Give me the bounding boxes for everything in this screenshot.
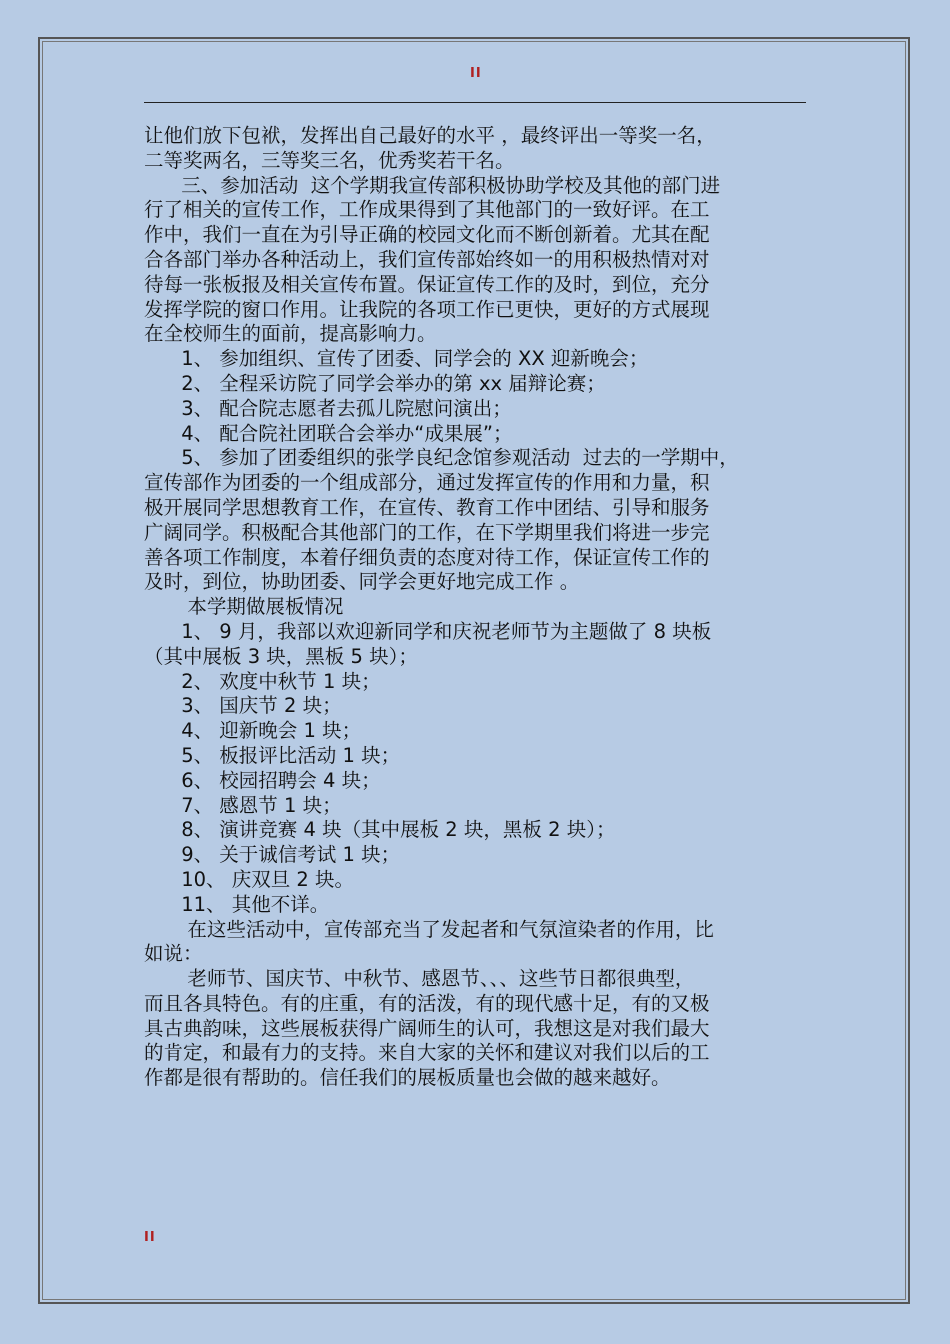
text-line: 具古典韵味，这些展板获得广阔师生的认可，我想这是对我们最大 [144,1016,710,1040]
text-line: 在这些活动中，宣传部充当了发起者和气氛渲染者的作用，比 [144,917,714,941]
text-line: 让他们放下包袱，发挥出自己最好的水平 ，最终评出一等奖一名， [144,124,716,147]
footer-page-mark: II [144,1230,156,1245]
list-item: 4、 迎新晚会 1 块； [144,719,362,743]
text-line: 宣传部作为团委的一个组成部分，通过发挥宣传的作用和力量，积 [144,471,710,495]
text-line: 极开展同学思想教育工作，在宣传、教育工作中团结、引导和服务 [144,495,710,519]
list-item: 7、 感恩节 1 块； [144,793,342,817]
text-line: 合各部门举办各种活动上，我们宣传部始终如一的用积极热情对对 [144,247,710,271]
text-line: 作都是很有帮助的。信任我们的展板质量也会做的越来越好。 [144,1066,671,1090]
text-line: 广阔同学。积极配合其他部门的工作，在下学期里我们将进一步完 [144,520,710,544]
list-item: 10、 庆双旦 2 块。 [144,867,355,891]
text-line: （其中展板 3 块，黑板 5 块）； [144,644,418,668]
list-item: 6、 校园招聘会 4 块； [144,768,381,792]
text-line: 作中，我们一直在为引导正确的校园文化而不断创新着。尤其在配 [144,223,710,247]
text-line: 善各项工作制度，本着仔细负责的态度对待工作，保证宣传工作的 [144,545,710,569]
header-page-mark: II [470,66,482,81]
text-line: 而且各具特色。有的庄重，有的活泼，有的现代感十足，有的又极 [144,991,710,1015]
text-line: 三、参加活动 这个学期我宣传部积极协助学校及其他的部门进 [144,173,721,197]
text-line: 二等奖两名，三等奖三名，优秀奖若干名。 [144,148,515,172]
list-item: 5、 板报评比活动 1 块； [144,743,401,767]
text-line: 行了相关的宣传工作，工作成果得到了其他部门的一致好评。在工 [144,198,710,222]
list-item: 1、 参加组织、宣传了团委、同学会的 XX 迎新晚会； [144,347,649,371]
list-item: 5、 参加了团委组织的张学良纪念馆参观活动 过去的一学期中， [144,446,739,470]
text-line: 的肯定，和最有力的支持。来自大家的关怀和建议对我们以后的工 [144,1041,710,1065]
list-item: 4、 配合院社团联合会举办“成果展”； [144,421,513,445]
text-line: 老师节、国庆节、中秋节、感恩节、、、这些节日都很典型， [144,967,695,991]
text-line: 及时，到位，协助团委、同学会更好地完成工作 。 [144,570,580,594]
list-item: 2、 欢度中秋节 1 块； [144,669,381,693]
list-item: 8、 演讲竞赛 4 块（其中展板 2 块，黑板 2 块）； [144,818,616,842]
list-item: 11、 其他不详。 [144,892,330,916]
list-item: 1、 9 月，我部以欢迎新同学和庆祝老师节为主题做了 8 块板 [144,619,712,643]
text-line: 在全校师生的面前，提高影响力。 [144,322,437,346]
list-item: 3、 国庆节 2 块； [144,694,342,718]
document-body [144,124,812,1091]
text-line: 待每一张板报及相关宣传布置。保证宣传工作的及时，到位，充分 [144,272,710,296]
text-line: 发挥学院的窗口作用。让我院的各项工作已更快，更好的方式展现 [144,297,710,321]
section-heading: 本学期做展板情况 [144,595,344,619]
header-rule [144,102,806,103]
list-item: 2、 全程采访院了同学会举办的第 xx 届辩论赛； [144,371,606,395]
text-line: 如说： [144,942,203,966]
list-item: 9、 关于诚信考试 1 块； [144,843,401,867]
list-item: 3、 配合院志愿者去孤儿院慰问演出； [144,396,512,420]
